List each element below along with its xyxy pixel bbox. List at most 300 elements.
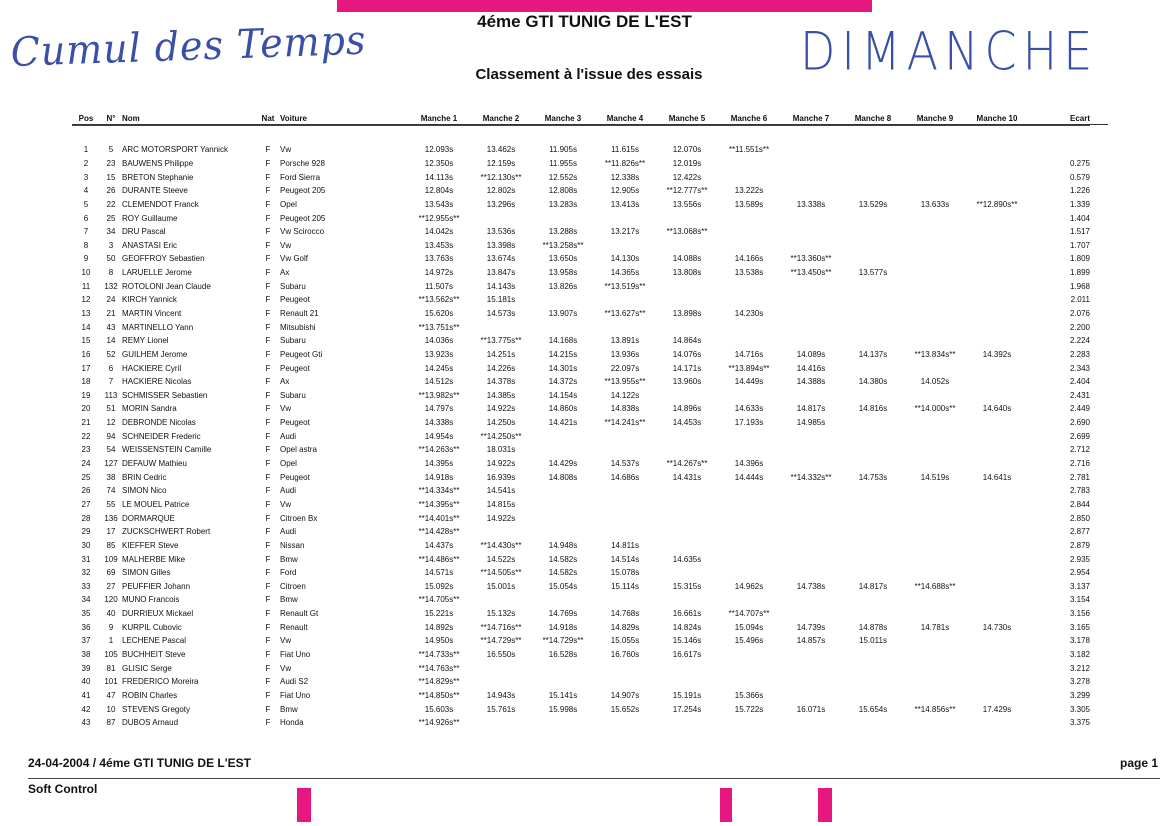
table-cell: **14.334s** [418,486,460,496]
page-title: 4éme GTI TUNIG DE L'EST [477,12,692,31]
table-cell: 14.130s [610,254,640,264]
table-cell [842,689,904,703]
table-cell: 20 [81,404,91,414]
table-cell: **13.450s** [790,268,832,278]
table-cell: 14.635s [672,554,702,564]
table-cell: **12.777s** [666,186,708,196]
table-row [72,375,1090,389]
table-cell: F [265,554,271,564]
table-cell: 14.857s [796,636,826,646]
table-cell: **14.729s** [542,636,584,646]
table-cell [656,279,718,293]
table-cell: F [265,295,271,305]
table-cell: Audi [280,486,297,496]
column-header: Ecart [1069,114,1090,123]
table-cell: 27 [106,581,116,591]
table-cell: SCHMISSER Sebastien [122,390,208,400]
table-cell: **13.894s** [728,363,770,373]
table-cell [656,293,718,307]
table-cell: 43 [81,718,91,728]
table-cell [904,429,966,443]
table-cell [1028,143,1090,157]
table-cell: Mitsubishi [280,322,316,332]
table-cell [842,170,904,184]
table-cell [780,689,842,703]
table-cell: F [265,145,271,155]
table-cell: 14.972s [424,268,454,278]
table-cell: 14.245s [424,363,454,373]
table-cell: 7 [83,227,89,237]
table-cell: 13.543s [424,199,454,209]
table-cell: 127 [104,459,118,469]
table-cell: Opel [280,199,297,209]
table-cell: Fiat Uno [280,650,311,660]
table-cell [966,661,1028,675]
table-cell [904,457,966,471]
table-cell: REMY Lionel [122,336,169,346]
table-cell: DURRIEUX Mickael [122,609,194,619]
table-cell: 14.907s [610,690,640,700]
table-cell [966,293,1028,307]
table-cell: F [265,186,271,196]
table-cell: **14.729s** [480,636,522,646]
table-cell [904,320,966,334]
table-cell: **14.486s** [418,554,460,564]
table-cell: 12.808s [548,186,578,196]
table-cell [842,361,904,375]
table-cell: Vw Golf [280,254,309,264]
table-cell: 69 [106,568,116,578]
table-cell: F [265,227,271,237]
table-cell [842,320,904,334]
table-cell [718,334,780,348]
table-cell: Bmw [280,554,298,564]
table-cell: 13.847s [486,268,516,278]
table-cell: 14.215s [548,349,578,359]
table-cell: 22 [81,431,91,441]
table-cell: 50 [106,254,116,264]
table-cell: GEOFFROY Sebastien [122,254,205,264]
table-cell: Vw Scirocco [280,227,325,237]
table-cell: 13.960s [672,377,702,387]
table-cell: 14.948s [548,540,578,550]
table-cell: 14.372s [548,377,578,387]
table-cell [966,675,1028,689]
table-cell: F [265,636,271,646]
table-cell: Bmw [280,704,298,714]
table-cell: **14.250s** [480,431,522,441]
table-cell: 13.923s [424,349,454,359]
table-cell [656,389,718,403]
table-cell: 15.132s [486,609,516,619]
table-cell: 14.429s [548,459,578,469]
top-pink-mark [337,0,872,12]
table-cell: 11.905s [549,145,577,155]
table-cell: 38 [106,472,116,482]
table-cell: 15.620s [424,309,454,318]
table-cell: **13.068s** [666,227,708,237]
table-cell: F [265,309,271,318]
table-cell: 16.528s [548,650,578,660]
table-cell: F [265,499,271,509]
table-cell [904,511,966,525]
table-cell: 12.552s [548,172,578,182]
table-row [72,170,1090,184]
table-cell: 12.905s [610,186,640,196]
table-cell: **14.850s** [418,690,460,700]
table-cell: 14.918s [548,622,578,632]
table-cell: KIRCH Yannick [122,295,177,305]
table-cell [966,457,1028,471]
table-cell [532,429,594,443]
table-cell: 3.154 [1069,595,1090,605]
table-row [72,675,1090,689]
table-cell: 14.431s [672,472,702,482]
table-cell: 14.143s [486,281,516,291]
table-cell: 15.315s [672,581,702,591]
table-cell [532,716,594,730]
table-cell: F [265,445,271,455]
table-cell: 24 [81,459,91,469]
table-cell: F [265,336,271,346]
table-cell [780,211,842,225]
table-cell [966,225,1028,239]
table-cell: 13.936s [610,349,640,359]
table-cell: 21 [81,418,91,428]
table-cell: 14.338s [424,418,454,428]
table-cell: 14.052s [920,377,950,387]
table-cell [656,484,718,498]
table-cell: Audi S2 [280,677,309,687]
table-cell: 14.168s [548,336,578,346]
table-cell: F [265,595,271,605]
table-cell: **13.751s** [418,322,460,332]
table-cell: F [265,363,271,373]
table-cell: **13.627s** [604,309,646,318]
table-cell: 14.380s [858,377,888,387]
table-cell [532,211,594,225]
table-cell: 16.661s [672,609,702,619]
table-cell: Peugeot 205 [280,213,326,223]
table-cell: 13.589s [734,199,764,209]
table-cell: **13.562s** [418,295,460,305]
table-cell [966,307,1028,321]
table-cell [904,552,966,566]
table-cell: **13.982s** [418,390,460,400]
table-cell [780,525,842,539]
table-cell: 15.094s [734,622,764,632]
table-cell: 13.217s [610,227,640,237]
table-cell: F [265,418,271,428]
table-cell [656,443,718,457]
table-cell: Renault 21 [280,309,319,318]
table-cell [780,429,842,443]
table-cell [842,484,904,498]
table-cell: 14.385s [486,390,516,400]
table-cell [656,320,718,334]
table-cell: 14.640s [982,404,1012,414]
results-table [72,112,1090,730]
table-cell: 23 [106,158,116,168]
table-cell: 42 [81,704,91,714]
table-cell [842,443,904,457]
table-cell: 15.001s [486,581,516,591]
column-header: Manche 2 [482,114,520,123]
table-cell: 16.071s [796,704,826,714]
table-cell: 16 [81,349,91,359]
table-cell [966,689,1028,703]
table-cell: F [265,704,271,714]
table-cell: 34 [81,595,91,605]
table-cell: 16.760s [610,650,640,660]
table-cell [842,539,904,553]
table-cell: Subaru [280,336,306,346]
table-cell: 15.054s [548,581,578,591]
table-cell: 14.738s [796,581,826,591]
table-cell: 14.519s [920,472,950,482]
table-cell: F [265,622,271,632]
table-cell: 101 [104,677,118,687]
table-cell: 6 [83,213,89,223]
table-cell: **14.856s** [914,704,956,714]
table-cell: 0.275 [1069,158,1090,168]
table-cell: 15.011s [859,636,887,646]
table-cell: 13.283s [548,199,578,209]
table-cell: F [265,158,271,168]
footer-page-number: page 1 [1120,756,1159,770]
table-cell: Honda [280,718,304,728]
table-cell: 2.343 [1069,363,1090,373]
footer-rule [28,778,1160,779]
table-cell: 12.802s [486,186,516,196]
table-cell [780,675,842,689]
table-cell: 14.768s [610,609,640,619]
table-cell: 13.891s [610,336,640,346]
table-cell: 13.296s [486,199,516,209]
table-cell: 3.178 [1069,636,1090,646]
table-cell: 34 [106,227,116,237]
table-cell: MARTINELLO Yann [122,322,194,332]
table-row [72,716,1090,730]
table-cell: 14.514s [610,554,640,564]
table-cell: 1 [83,145,89,155]
table-cell: 3 [108,240,114,250]
table-cell: 13.808s [672,268,702,278]
table-cell [842,457,904,471]
table-cell: 2.781 [1069,472,1090,482]
table-cell: 15.114s [611,581,639,591]
table-cell: **14.430s** [480,540,522,550]
table-cell: 13.398s [486,240,516,250]
table-cell [470,525,532,539]
table-row [72,252,1090,266]
table-cell: ANASTASI Eric [122,240,177,250]
table-cell [656,675,718,689]
table-cell: 52 [106,349,116,359]
table-cell: 12.350s [424,158,454,168]
table-cell: 11.955s [549,158,577,168]
table-cell [780,661,842,675]
table-cell: 13.453s [424,240,454,250]
table-cell: Citroen [280,581,306,591]
table-cell: Peugeot [280,418,310,428]
table-cell: **14.829s** [418,677,460,687]
table-cell: 2.011 [1070,295,1090,305]
table-row [72,416,1090,430]
table-cell: 3.137 [1069,581,1090,591]
table-cell: 33 [81,581,91,591]
table-cell: 94 [106,431,116,441]
table-row [72,580,1090,594]
column-header: Manche 5 [668,114,706,123]
table-row [72,702,1090,716]
table-cell: F [265,472,271,482]
table-cell [718,279,780,293]
table-cell: **14.505s** [480,568,522,578]
table-cell [718,552,780,566]
table-cell [780,607,842,621]
table-cell: ROY Guillaume [122,213,178,223]
table-cell: 36 [81,622,91,632]
table-cell: 16.550s [486,650,516,660]
table-cell [656,429,718,443]
table-cell [470,661,532,675]
table-row [72,143,1090,157]
table-cell: Ax [280,268,290,278]
table-cell [904,539,966,553]
table-cell: Ax [280,377,290,387]
table-row [72,661,1090,675]
table-cell [594,716,656,730]
table-cell: 14.582s [548,554,578,564]
table-cell: F [265,199,271,209]
table-cell: MARTIN Vincent [122,309,182,318]
table-cell: 6 [108,363,114,373]
table-cell: Porsche 928 [280,158,325,168]
table-cell: 14.829s [610,622,640,632]
table-cell [780,184,842,198]
table-cell [904,484,966,498]
table-cell: **12.130s** [480,172,522,182]
table-cell: 12.019s [672,158,702,168]
table-cell [780,457,842,471]
table-row [72,293,1090,307]
table-cell: 13.222s [734,186,764,196]
table-cell: DRU Pascal [122,227,166,237]
table-cell: 81 [106,663,116,673]
table-cell [780,320,842,334]
table-cell: F [265,268,271,278]
table-cell [966,416,1028,430]
table-cell: 15.055s [610,636,640,646]
table-cell: 13.898s [672,309,702,318]
table-cell: F [265,404,271,414]
table-cell [718,443,780,457]
table-cell: ARC MOTORSPORT Yannick [122,145,228,155]
table-cell: 9 [83,254,89,264]
table-cell [718,225,780,239]
table-cell: 24 [106,295,116,305]
table-cell [780,443,842,457]
table-cell: 2.449 [1069,404,1090,414]
table-cell [904,361,966,375]
table-cell: KURPIL Cubovic [122,622,182,632]
table-cell: Fiat Uno [280,690,311,700]
table-cell: 15.366s [734,690,764,700]
table-cell [780,225,842,239]
table-cell [656,716,718,730]
table-cell: 105 [104,650,118,660]
table-cell [842,552,904,566]
table-cell [904,266,966,280]
table-cell: 1.404 [1069,213,1090,223]
table-cell [780,170,842,184]
table-cell: 26 [106,186,116,196]
table-cell [718,716,780,730]
table-cell: 13.536s [486,227,516,237]
table-cell: 14.860s [548,404,578,414]
table-cell: 40 [106,609,116,619]
table-cell: 1.899 [1069,268,1090,278]
table-cell [594,593,656,607]
table-cell: MORIN Sandra [122,404,177,414]
table-cell: **14.705s** [418,595,460,605]
table-cell: 12.422s [672,172,702,182]
table-cell: 15.652s [610,704,640,714]
table-row [72,198,1090,212]
table-cell: 14.817s [796,404,826,414]
table-cell: 12 [81,295,91,305]
table-cell: 15.722s [734,704,764,714]
table-cell: 14.522s [486,554,516,564]
table-cell [780,566,842,580]
table-cell: Audi [280,527,297,537]
table-cell [594,443,656,457]
table-cell [470,716,532,730]
handwritten-note-left: Cumul des Temps [10,17,368,76]
table-cell [594,661,656,675]
table-cell: BRIN Cedric [122,472,167,482]
column-header: Manche 3 [544,114,582,123]
table-cell: **14.733s** [418,650,460,660]
table-cell [966,143,1028,157]
table-cell: **13.955s** [604,377,646,387]
table-cell: 3.156 [1069,609,1090,619]
table-cell: 14.122s [610,390,640,400]
table-cell [966,211,1028,225]
table-cell: F [265,527,271,537]
table-cell [904,184,966,198]
table-row [72,361,1090,375]
table-cell: 13.556s [672,199,702,209]
table-cell: 1.968 [1069,281,1090,291]
table-cell: 14.985s [796,418,826,428]
table-cell: 14.089s [796,349,826,359]
table-cell: 15 [106,172,116,182]
table-cell: SIMON Gilles [122,568,171,578]
table-cell: 13.958s [548,268,578,278]
table-cell [966,634,1028,648]
table-cell [966,648,1028,662]
table-cell [904,389,966,403]
table-cell [532,675,594,689]
table-cell: 14.421s [548,418,578,428]
column-header: Manche 9 [916,114,954,123]
column-header: Manche 10 [976,114,1018,123]
table-cell: 14.042s [424,227,454,237]
table-cell: 11.507s [425,281,453,291]
table-cell [842,593,904,607]
